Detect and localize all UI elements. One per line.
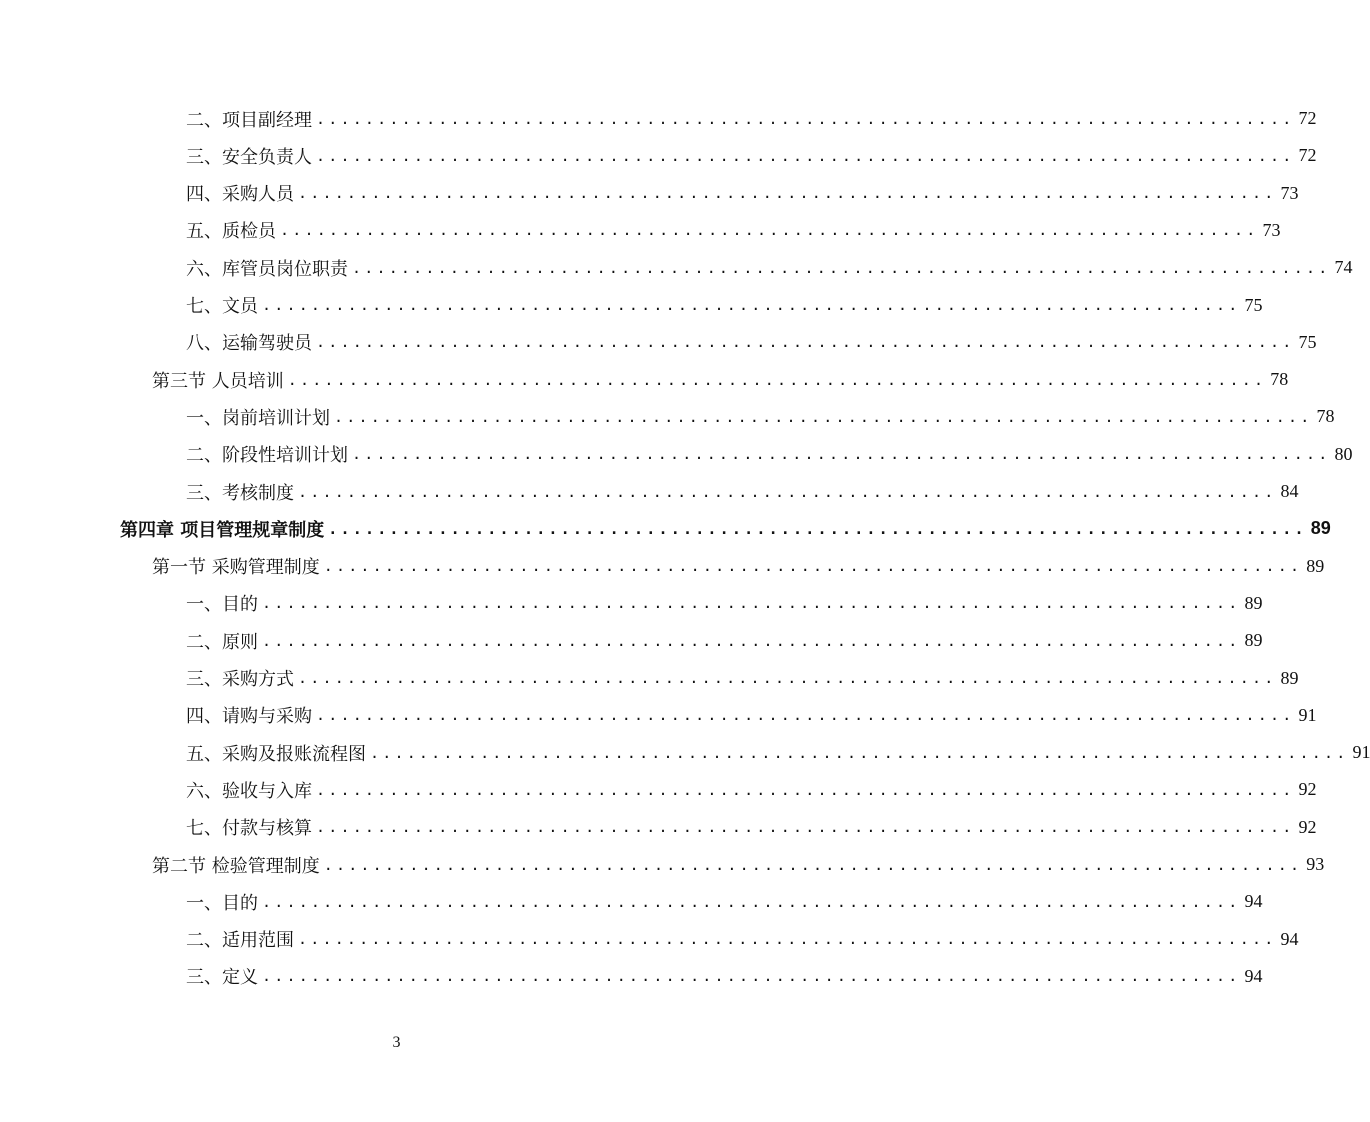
toc-entry-page: 74 xyxy=(1334,257,1353,278)
toc-entry-label: 二、项目副经理 xyxy=(186,109,312,131)
toc-leader-dots: ................................................................................ xyxy=(298,184,1277,203)
toc-entry[interactable] xyxy=(186,137,1317,174)
toc-entry[interactable] xyxy=(186,398,1335,435)
toc-entry[interactable] xyxy=(186,249,1353,286)
toc-entry-label: 七、文员 xyxy=(186,296,258,317)
toc-leader-dots: ................................................................................ xyxy=(334,407,1313,426)
toc-entry-page: 75 xyxy=(1244,294,1263,315)
toc-leader-dots: ................................................................................ xyxy=(370,743,1349,762)
toc-entry[interactable] xyxy=(186,212,1281,249)
toc-leader-dots: ................................................................................ xyxy=(323,855,1303,874)
toc-entry-page: 78 xyxy=(1270,369,1289,390)
toc-entry-label: 第一节 采购管理制度 xyxy=(152,557,320,579)
toc-leader-dots: ................................................................................ xyxy=(352,445,1331,464)
toc-leader-dots: ................................................................................ xyxy=(262,967,1241,986)
toc-entry[interactable] xyxy=(186,734,1370,771)
toc-entry-page: 92 xyxy=(1298,816,1317,837)
toc-leader-dots: ................................................................................ xyxy=(316,333,1295,352)
toc-entry-label: 一、岗前培训计划 xyxy=(186,407,330,429)
toc-entry-label: 第二节 检验管理制度 xyxy=(152,855,320,877)
toc-entry-label: 第三节 人员培训 xyxy=(152,370,284,392)
toc-entry-label: 五、采购及报账流程图 xyxy=(186,743,366,765)
toc-entry-label: 第四章 项目管理规章制度 xyxy=(120,519,325,541)
page-number: 3 xyxy=(392,1034,401,1051)
toc-entry[interactable] xyxy=(186,622,1263,659)
toc-entry-label: 四、采购人员 xyxy=(186,184,294,206)
toc-leader-dots: ................................................................................ xyxy=(316,146,1295,165)
toc-entry[interactable] xyxy=(186,100,1317,137)
toc-entry[interactable] xyxy=(186,697,1317,734)
toc-leader-dots: ................................................................................ xyxy=(280,221,1259,240)
toc-entry-label: 二、适用范围 xyxy=(186,930,294,952)
toc-leader-dots: ................................................................................ xyxy=(328,519,1307,538)
toc-entry-label: 三、安全负责人 xyxy=(186,146,312,168)
toc-entry[interactable] xyxy=(186,771,1317,808)
toc-entry-page: 72 xyxy=(1298,108,1317,128)
toc-leader-dots: ................................................................................ xyxy=(298,482,1277,501)
toc-entry[interactable] xyxy=(186,436,1353,473)
toc-leader-dots: ................................................................................ xyxy=(287,370,1267,389)
toc-entry-page: 94 xyxy=(1244,891,1263,912)
toc-entry-label: 一、目的 xyxy=(186,892,258,914)
toc-leader-dots: ................................................................................ xyxy=(298,669,1277,687)
toc-entry-page: 84 xyxy=(1280,481,1299,501)
toc-entry-label: 三、采购方式 xyxy=(186,669,294,690)
toc-entry-page: 89 xyxy=(1306,555,1325,576)
toc-entry-page: 89 xyxy=(1244,592,1263,613)
toc-entry-label: 五、质检员 xyxy=(186,221,276,243)
toc-leader-dots: ................................................................................ xyxy=(298,930,1277,949)
toc-entry[interactable] xyxy=(152,361,1289,398)
toc-entry-page: 89 xyxy=(1280,667,1299,688)
toc-entry-label: 一、目的 xyxy=(186,594,258,616)
toc-leader-dots: ................................................................................ xyxy=(262,631,1241,650)
toc-entry-page: 94 xyxy=(1280,928,1299,949)
toc-entry[interactable] xyxy=(186,473,1299,510)
toc-leader-dots: ................................................................................ xyxy=(262,594,1241,613)
toc-leader-dots: ................................................................................ xyxy=(316,780,1295,799)
toc-entry-page: 92 xyxy=(1298,779,1317,800)
toc-leader-dots: ................................................................................ xyxy=(316,109,1295,128)
toc-entry[interactable] xyxy=(186,324,1317,361)
toc-leader-dots: ................................................................................ xyxy=(316,818,1295,837)
toc-entry-label: 三、定义 xyxy=(186,967,258,989)
toc-entry-page: 91 xyxy=(1298,704,1317,725)
toc-entry-label: 二、阶段性培训计划 xyxy=(186,445,348,467)
toc-entry-page: 94 xyxy=(1244,965,1263,986)
toc-entry[interactable] xyxy=(186,883,1263,920)
toc-entry[interactable] xyxy=(186,660,1299,697)
toc-entry-page: 73 xyxy=(1280,182,1299,203)
toc-entry-label: 三、考核制度 xyxy=(186,482,294,504)
toc-leader-dots: ................................................................................ xyxy=(323,557,1303,576)
toc-leader-dots: ................................................................................ xyxy=(316,706,1295,725)
toc-leader-dots: ................................................................................ xyxy=(262,892,1241,911)
toc-entry-page: 75 xyxy=(1298,331,1317,352)
toc-entry-page: 89 xyxy=(1244,630,1263,651)
toc-entry-label: 八、运输驾驶员 xyxy=(186,333,312,355)
toc-entry-page: 78 xyxy=(1316,406,1335,427)
toc-entry[interactable] xyxy=(186,958,1263,995)
toc-entry[interactable] xyxy=(186,175,1299,212)
toc-entry-label: 二、原则 xyxy=(186,631,258,653)
toc-entry-page: 93 xyxy=(1306,854,1325,874)
toc-entry[interactable] xyxy=(120,510,1331,547)
toc-entry-page: 72 xyxy=(1298,145,1317,166)
toc-entry-label: 七、付款与核算 xyxy=(186,818,312,840)
toc-entry[interactable] xyxy=(152,846,1325,883)
toc-entry-page: 80 xyxy=(1334,443,1353,464)
toc-entry[interactable] xyxy=(186,921,1299,958)
toc-leader-dots: ................................................................................ xyxy=(352,258,1331,277)
toc-entry-label: 四、请购与采购 xyxy=(186,706,312,728)
toc-entry[interactable] xyxy=(152,548,1325,585)
toc-entry[interactable] xyxy=(186,287,1263,324)
toc-leader-dots: ................................................................................ xyxy=(262,296,1241,314)
toc-entry-label: 六、库管员岗位职责 xyxy=(186,258,348,280)
toc-entry-page: 89 xyxy=(1310,518,1331,539)
toc-entry[interactable] xyxy=(186,809,1317,846)
toc-entry[interactable] xyxy=(186,585,1263,622)
toc-entry-label: 六、验收与入库 xyxy=(186,780,312,802)
toc-entry-page: 73 xyxy=(1262,219,1281,240)
toc-entry-page: 91 xyxy=(1352,742,1370,763)
